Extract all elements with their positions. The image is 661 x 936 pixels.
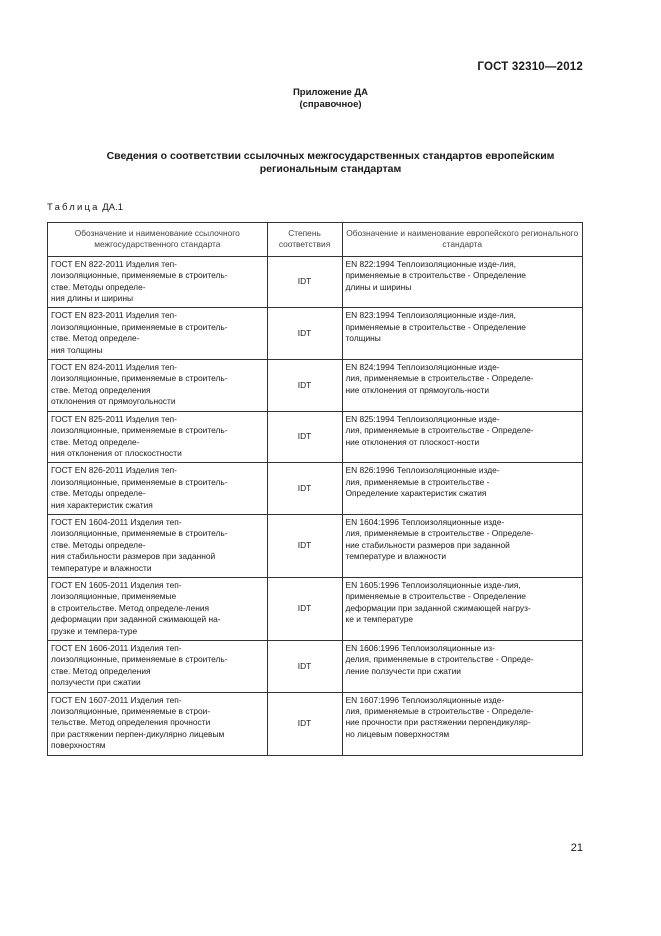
degree-cell: IDT — [267, 308, 342, 360]
degree-cell: IDT — [267, 463, 342, 515]
interstate-standard-cell: ГОСТ EN 825-2011 Изделия теп- лоизоляционные, применяемые в строитель- стве. Метод определе- ния отклонения от плоскостности — [48, 411, 268, 463]
degree-cell: IDT — [267, 514, 342, 577]
table-row — [48, 692, 583, 755]
table-row — [48, 360, 583, 412]
table-caption — [47, 202, 123, 213]
table-row — [48, 463, 583, 515]
interstate-standard-cell: ГОСТ EN 823-2011 Изделия теп- лоизоляционные, применяемые в строитель- стве. Метод определе- ния толщины — [48, 308, 268, 360]
header-degree: Степень соответствия — [267, 223, 342, 257]
european-standard-cell: EN 823:1994 Теплоизоляционные изде-лия, применяемые в строительстве - Определение толщины — [342, 308, 583, 360]
european-standard-cell: EN 826:1996 Теплоизоляционные изде- лия, применяемые в строительстве - Определение характеристик сжатия — [342, 463, 583, 515]
interstate-standard-cell: ГОСТ EN 826-2011 Изделия теп- лоизоляционные, применяемые в строитель- стве. Методы определе- ния характеристик сжатия — [48, 463, 268, 515]
degree-cell: IDT — [267, 360, 342, 412]
interstate-standard-cell: ГОСТ EN 824-2011 Изделия теп- лоизоляционные, применяемые в строитель- стве. Метод определения отклонения от прямоугольности — [48, 360, 268, 412]
page-number: 21 — [570, 842, 583, 854]
degree-cell: IDT — [267, 256, 342, 308]
degree-cell: IDT — [267, 411, 342, 463]
header-interstate-standard: Обозначение и наименование ссылочного межгосударственного стандарта — [48, 223, 268, 257]
degree-cell: IDT — [267, 577, 342, 640]
annex-type: (справочное) — [299, 99, 362, 110]
table-header-row — [48, 223, 583, 257]
document-title-line-1: Сведения о соответствии ссылочных межгосударственных стандартов европейским — [106, 150, 555, 162]
european-standard-cell: EN 1606:1996 Теплоизоляционные из- делия, применяемые в строительстве - Опреде- ление ползучести при сжатии — [342, 641, 583, 693]
interstate-standard-cell: ГОСТ EN 1604-2011 Изделия теп- лоизоляционные, применяемые в строитель- стве. Методы определе- ния стабильности размеров при заданной температуре и влажности — [48, 514, 268, 577]
european-standard-cell: EN 1604:1996 Теплоизоляционные изде- лия, применяемые в строительстве - Определе- ние стабильности размеров при заданной температуре и влажности — [342, 514, 583, 577]
table-row — [48, 577, 583, 640]
degree-cell: IDT — [267, 692, 342, 755]
table-body — [48, 256, 583, 755]
table-row — [48, 641, 583, 693]
interstate-standard-cell: ГОСТ EN 822-2011 Изделия теп- лоизоляционные, применяемые в строитель- стве. Методы определе- ния длины и ширины — [48, 256, 268, 308]
annex-title: Приложение ДА — [292, 87, 369, 98]
table-caption-label: ДА.1 — [102, 202, 123, 213]
european-standard-cell: EN 822:1994 Теплоизоляционные изде-лия, применяемые в строительстве - Определение длины и ширины — [342, 256, 583, 308]
document-title-line-2: региональным стандартам — [259, 163, 402, 175]
annex-heading — [0, 87, 661, 111]
european-standard-cell: EN 825:1994 Теплоизоляционные изде- лия, применяемые в строительстве - Определе- ние отклонения от плоскост-ности — [342, 411, 583, 463]
correspondence-table — [47, 222, 583, 756]
document-title — [0, 150, 661, 176]
interstate-standard-cell: ГОСТ EN 1606-2011 Изделия теп- лоизоляционные, применяемые в строитель- стве. Метод определения ползучести при сжатии — [48, 641, 268, 693]
table-row — [48, 256, 583, 308]
european-standard-cell: EN 1605:1996 Теплоизоляционные изде-лия, применяемые в строительстве - Определение деформации при заданной сжимающей нагруз- ке и температуре — [342, 577, 583, 640]
table-row — [48, 514, 583, 577]
header-european-standard: Обозначение и наименование европейского регионального стандарта — [342, 223, 583, 257]
european-standard-cell: EN 824:1994 Теплоизоляционные изде- лия, применяемые в строительстве - Определе- ние отклонения от прямоуголь-ности — [342, 360, 583, 412]
interstate-standard-cell: ГОСТ EN 1605-2011 Изделия теп- лоизоляционные, применяемые в строительстве. Метод определе-ления деформации при заданной сжимающей на- грузке и темпера-туре — [48, 577, 268, 640]
table-row — [48, 411, 583, 463]
table-row — [48, 308, 583, 360]
table-caption-word: Таблица — [47, 202, 100, 213]
interstate-standard-cell: ГОСТ EN 1607-2011 Изделия теп- лоизоляционные, применяемые в строи- тельстве. Метод определения прочности при растяжении перпен-дикулярно лицевым поверхностям — [48, 692, 268, 755]
standard-number: ГОСТ 32310—2012 — [477, 61, 583, 73]
degree-cell: IDT — [267, 641, 342, 693]
european-standard-cell: EN 1607:1996 Теплоизоляционные изде- лия, применяемые в строительстве - Определе- ние прочности при растяжении перпендикуляр- но лицевым поверхностям — [342, 692, 583, 755]
